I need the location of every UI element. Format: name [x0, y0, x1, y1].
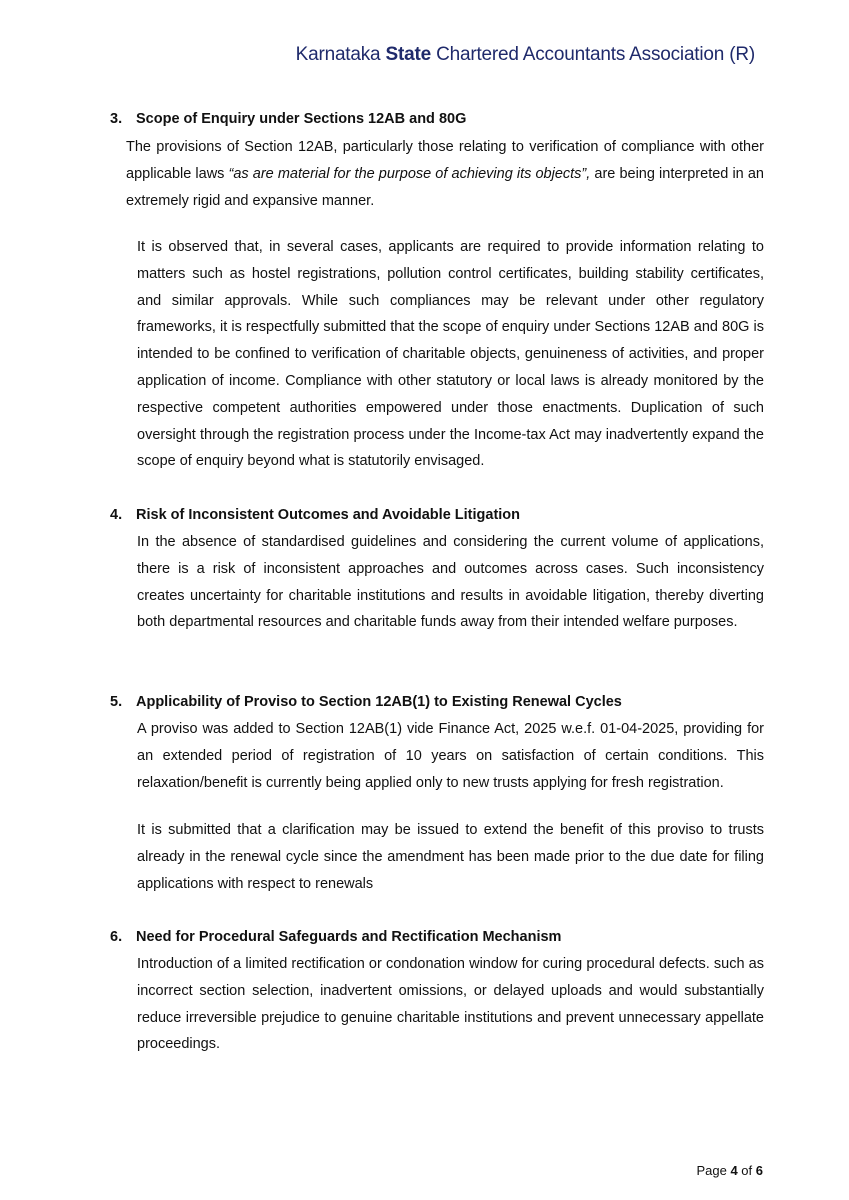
section-3-number: 3. — [110, 111, 123, 127]
page-number — [696, 1163, 763, 1178]
section-5-number: 5. — [110, 694, 123, 710]
section-3-paragraph-1 — [126, 134, 764, 214]
section-5-heading — [110, 694, 622, 710]
section-4-paragraph-1: In the absence of standardised guidelines and considering the current volume of applications, there is a risk of inconsistent approaches and outcomes across cases. Such inconsistency creates uncertainty for charitable institutions and results in avoidable litigation, thereby diverting both departmental resources and charitable funds away from their intended welfare purposes. — [137, 534, 764, 631]
section-3-title: Scope of Enquiry under Sections 12AB and 80G — [136, 111, 467, 127]
page-of-label: of — [737, 1163, 756, 1178]
header-org-part3: Chartered Accountants Association (R) — [430, 44, 755, 65]
section-5-title: Applicability of Proviso to Section 12AB(1) to Existing Renewal Cycles — [136, 694, 622, 710]
section-3-paragraph-2: It is observed that, in several cases, applicants are required to provide information relating to matters such as hostel registrations, pollution control certificates, building stability certificates, and similar approvals. While such compliances may be relevant under other regulatory frameworks, it is respectfully submitted that the scope of enquiry under Sections 12AB and 80G is intended to be confined to verification of charitable objects, genuineness of activities, and proper application of income. Compliance with other statutory or local laws is already monitored by the respective competent authorities empowered under those enactments. Duplication of such oversight through the registration process under the Income-tax Act may inadvertently expand the scope of enquiry beyond what is statutorily envisaged. — [137, 239, 764, 470]
section-6-heading — [110, 929, 561, 945]
section-6-title: Need for Procedural Safeguards and Rectification Mechanism — [136, 929, 562, 945]
section-3-p1-after: are being interpreted in an extremely rigid and expansive manner. — [126, 165, 764, 209]
section-4-title: Risk of Inconsistent Outcomes and Avoidable Litigation — [136, 507, 521, 523]
section-3-p1-quote: “as are material for the purpose of achieving its objects”, — [228, 165, 591, 182]
section-6-number: 6. — [110, 929, 123, 945]
section-5-paragraph-2: It is submitted that a clarification may be issued to extend the benefit of this proviso to trusts already in the renewal cycle since the amendment has been made prior to the due date for filing applications with respect to renewals — [137, 822, 764, 892]
page-total: 6 — [755, 1163, 763, 1178]
page-current: 4 — [730, 1163, 738, 1178]
section-4-heading — [110, 507, 520, 523]
header-org-part1: Karnataka — [295, 44, 386, 65]
section-3-heading — [110, 111, 466, 127]
header-org-part2: State — [385, 44, 431, 65]
section-6-paragraph-1: Introduction of a limited rectification or condonation window for curing procedural defects. such as incorrect section selection, inadvertent omissions, or delayed uploads and would substantially reduce irreversible prejudice to genuine charitable institutions and prevent unnecessary appellate proceedings. — [137, 956, 764, 1053]
section-3-p1-before: The provisions of Section 12AB, particularly those relating to verification of compliance with other applicable laws — [126, 139, 764, 182]
organization-header — [296, 44, 755, 66]
page-label: Page — [696, 1163, 731, 1178]
section-4-number: 4. — [110, 507, 123, 523]
section-5-paragraph-1: A proviso was added to Section 12AB(1) vide Finance Act, 2025 w.e.f. 01-04-2025, providing for an extended period of registration of 10 years on satisfaction of certain conditions. This relaxation/benefit is currently being applied only to new trusts applying for fresh registration. — [137, 721, 764, 791]
